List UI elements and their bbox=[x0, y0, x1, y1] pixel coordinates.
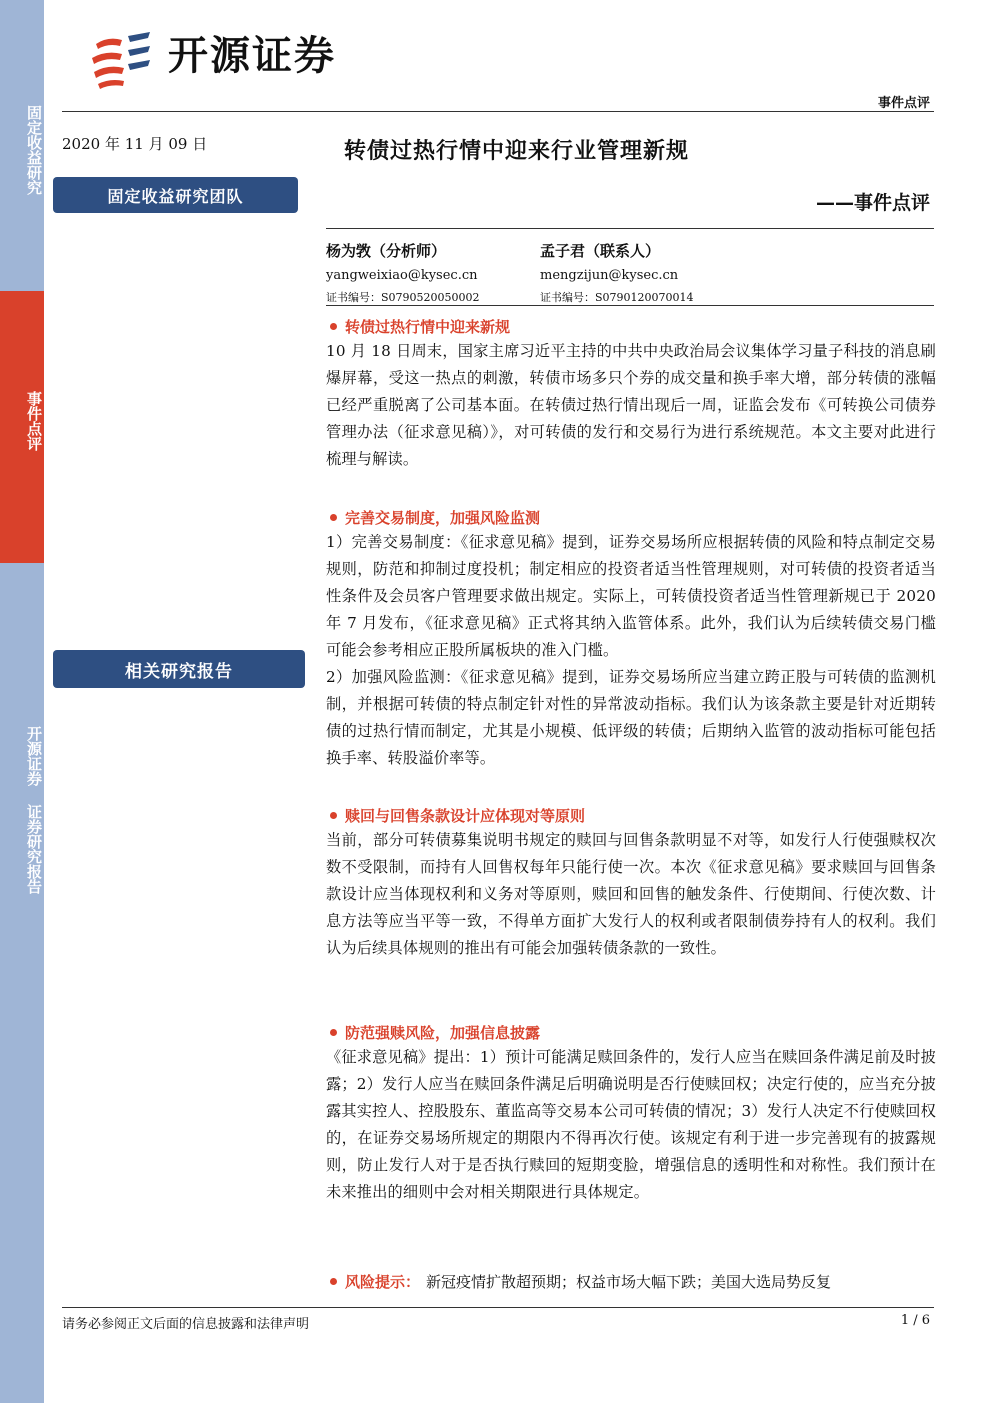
section-1 bbox=[326, 314, 936, 473]
author-email: mengzijun@kysec.cn bbox=[540, 268, 679, 283]
author-cert: 证书编号：S0790520050002 bbox=[326, 291, 480, 304]
section-title: 转债过热行情中迎来新规 bbox=[345, 317, 511, 336]
section-title: 防范强赎风险，加强信息披露 bbox=[345, 1023, 541, 1042]
section-title: 赎回与回售条款设计应体现对等原则 bbox=[345, 806, 586, 825]
section-body: 10 月 18 日周末，国家主席习近平主持的中共中央政治局会议集体学习量子科技的消息刷爆屏幕，受这一热点的刺激，转债市场多只个券的成交量和换手率大增，部分转债的涨幅已经严重脱离了公司基本面。在转债过热行情出现后一周，证监会发布《可转换公司债券管理办法（征求意见稿）》，对可转债的发行和交易行为进行系统规范。本文主要对此进行梳理与解读。 bbox=[326, 342, 936, 468]
bullet-icon bbox=[330, 1278, 337, 1285]
section-2 bbox=[326, 505, 936, 772]
report-subtitle: ——事件点评 bbox=[815, 192, 930, 214]
risk-label: 风险提示： bbox=[345, 1273, 421, 1291]
author-cert: 证书编号：S0790120070014 bbox=[540, 291, 694, 304]
section-title: 完善交易制度，加强风险监测 bbox=[345, 508, 541, 527]
footer-disclaimer: 请务必参阅正文后面的信息披露和法律声明 bbox=[62, 1317, 310, 1332]
author-block bbox=[540, 240, 694, 307]
risk-warning bbox=[330, 1271, 831, 1292]
sidebar-top-label: 固定收益研究 bbox=[25, 105, 43, 195]
author-name: 杨为敩（分析师） bbox=[326, 242, 447, 260]
author-name: 孟子君（联系人） bbox=[540, 242, 661, 260]
bullet-icon bbox=[330, 812, 337, 819]
authors-top-divider bbox=[326, 228, 934, 229]
header-tag: 事件点评 bbox=[877, 96, 930, 111]
bullet-icon bbox=[330, 514, 337, 521]
bullet-icon bbox=[330, 1029, 337, 1036]
related-reports-label: 相关研究报告 bbox=[53, 650, 305, 688]
sidebar-mid-label: 事件点评 bbox=[25, 391, 43, 451]
risk-text: 新冠疫情扩散超预期；权益市场大幅下跌；美国大选局势反复 bbox=[426, 1273, 832, 1291]
team-label: 固定收益研究团队 bbox=[53, 177, 298, 213]
section-body: 当前，部分可转债募集说明书规定的赎回与回售条款明显不对等，如发行人行使强赎权次数不受限制，而持有人回售权每年只能行使一次。本次《征求意见稿》要求赎回与回售条款设计应当体现权利和义务对等原则，赎回和回售的触发条件、行使期间、行使次数、计息方法等应当平等一致，不得单方面扩大发行人的权利或者限制债券持有人的权利。我们认为后续具体规则的推出有可能会加强转债条款的一致性。 bbox=[326, 831, 936, 957]
bullet-icon bbox=[330, 323, 337, 330]
sidebar-bottom-label: 开源证券 证券研究报告 bbox=[25, 726, 43, 894]
author-block bbox=[326, 240, 480, 307]
page-number: 1 / 6 bbox=[900, 1313, 930, 1328]
section-3 bbox=[326, 803, 936, 962]
report-title: 转债过热行情中迎来行业管理新规 bbox=[344, 139, 690, 164]
authors-bottom-divider bbox=[326, 305, 934, 306]
section-4 bbox=[326, 1020, 936, 1206]
section-body: 《征求意见稿》提出：1）预计可能满足赎回条件的，发行人应当在赎回条件满足前及时披露；2）发行人应当在赎回条件满足后明确说明是否行使赎回权；决定行使的，应当充分披露其实控人、控股股东、董监高等交易本公司可转债的情况；3）发行人决定不行使赎回权的，在证券交易场所规定的期限内不得再次行使。该规定有利于进一步完善现有的披露规则，防止发行人对于是否执行赎回的短期变脸，增强信息的透明性和对称性。我们预计在未来推出的细则中会对相关期限进行具体规定。 bbox=[326, 1048, 936, 1201]
report-date: 2020 年 11 月 09 日 bbox=[62, 135, 208, 153]
header-divider bbox=[62, 111, 934, 112]
author-email: yangweixiao@kysec.cn bbox=[326, 268, 478, 283]
brand-name: 开源证券 bbox=[168, 33, 336, 79]
section-body-2: 2）加强风险监测：《征求意见稿》提到，证券交易场所应当建立跨正股与可转债的监测机制，并根据可转债的特点制定针对性的异常波动指标。我们认为该条款主要是针对近期转债的过热行情而制定，尤其是小规模、低评级的转债；后期纳入监管的波动指标可能包括换手率、转股溢价率等。 bbox=[326, 668, 936, 767]
footer-divider bbox=[62, 1307, 934, 1308]
section-body: 1）完善交易制度：《征求意见稿》提到，证券交易场所应根据转债的风险和特点制定交易规则，防范和抑制过度投机；制定相应的投资者适当性管理规则，对可转债的投资者适当性条件及会员客户管理要求做出规定。实际上，可转债投资者适当性管理新规已于 2020 年 7 月发布，《征求意见稿》正式将其纳入监管体系。此外，我们认为后续转债交易门槛可能会参考相应正股所属板块的准入门槛。 bbox=[326, 533, 936, 659]
sidebar-bottom-band bbox=[0, 563, 44, 1403]
